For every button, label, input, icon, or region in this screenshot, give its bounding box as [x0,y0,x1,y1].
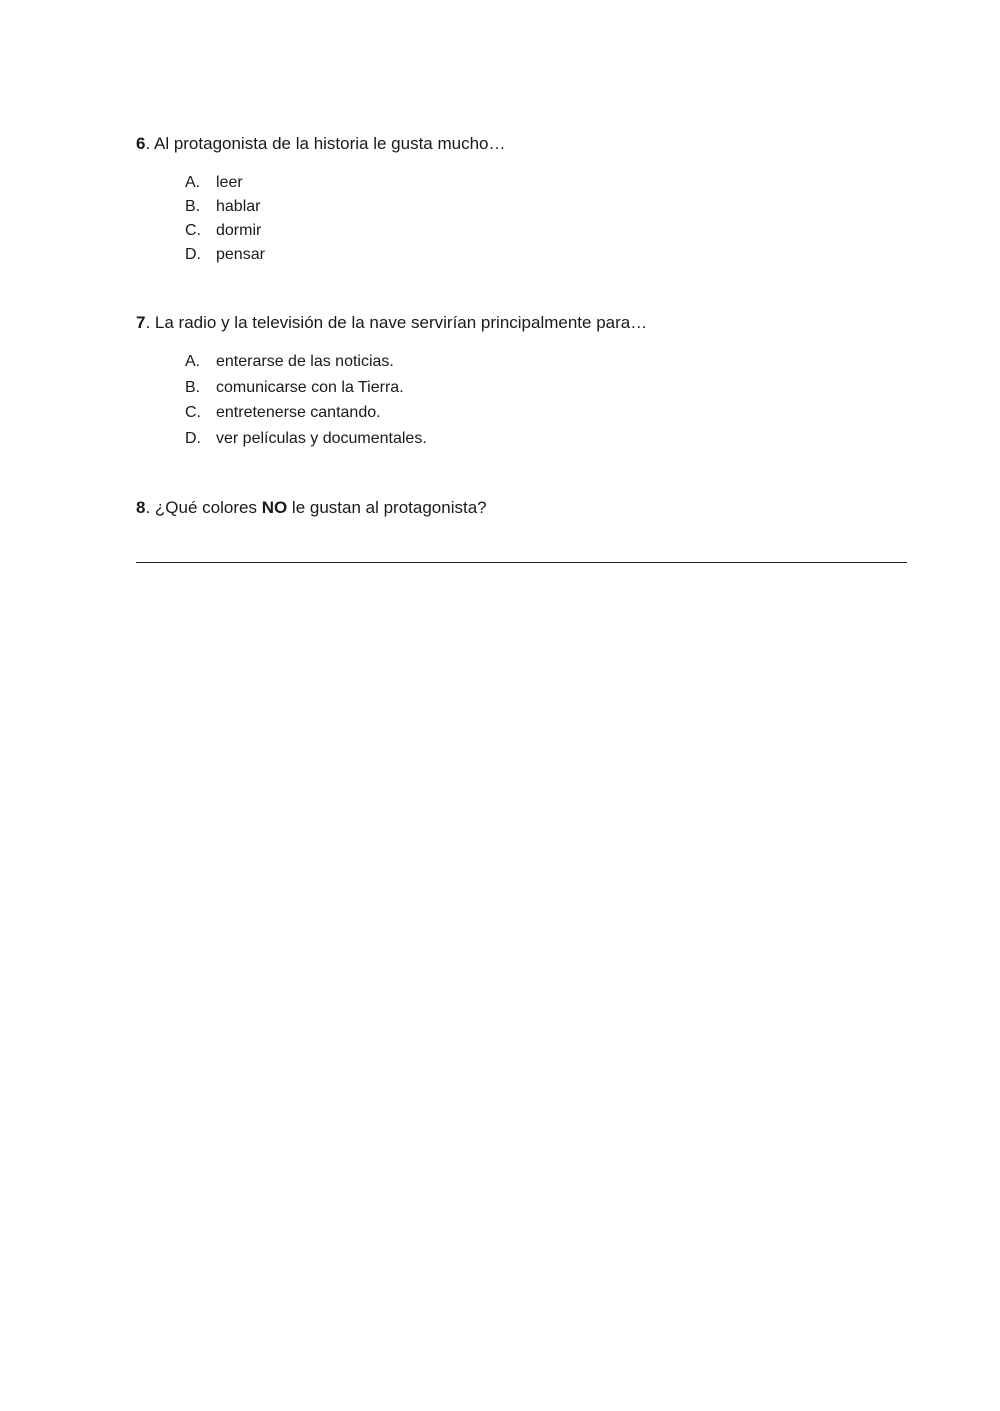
question-text: . La radio y la televisión de la nave servirían principalmente para… [145,313,648,332]
question-number: 7 [136,313,146,332]
option-letter: A. [185,353,201,370]
option-text: hablar [216,198,261,215]
option-letter: D. [185,429,201,447]
question-6-prompt [136,133,506,155]
question-emphasis: NO [261,498,288,517]
option-letter: B. [185,378,201,396]
question-8-prompt [136,497,487,519]
question-number: 8 [136,498,146,517]
option-d[interactable] [185,244,265,268]
question-7-options [185,351,427,453]
option-text: pensar [216,246,265,263]
option-a[interactable] [185,172,265,196]
option-letter: A. [185,174,201,191]
option-d[interactable] [185,428,427,454]
question-text-end: le gustan al protagonista? [287,498,487,517]
question-text: . Al protagonista de la historia le gusta mucho… [145,134,506,153]
option-text: comunicarse con la Tierra. [216,378,404,396]
option-letter: C. [185,404,201,421]
option-text: ver películas y documentales. [216,429,427,447]
question-6-options [185,172,265,268]
option-b[interactable] [185,377,427,403]
option-text: entretenerse cantando. [216,404,381,421]
option-letter: C. [185,222,201,239]
question-text: . ¿Qué colores [145,498,262,517]
question-7-prompt [136,312,647,334]
option-c[interactable] [185,402,427,428]
option-c[interactable] [185,220,265,244]
answer-line[interactable] [136,562,907,563]
option-b[interactable] [185,196,265,220]
option-text: dormir [216,222,262,239]
option-text: enterarse de las noticias. [216,353,394,370]
option-text: leer [216,174,243,191]
question-number: 6 [136,134,146,153]
option-letter: B. [185,198,201,215]
option-letter: D. [185,246,201,263]
option-a[interactable] [185,351,427,377]
